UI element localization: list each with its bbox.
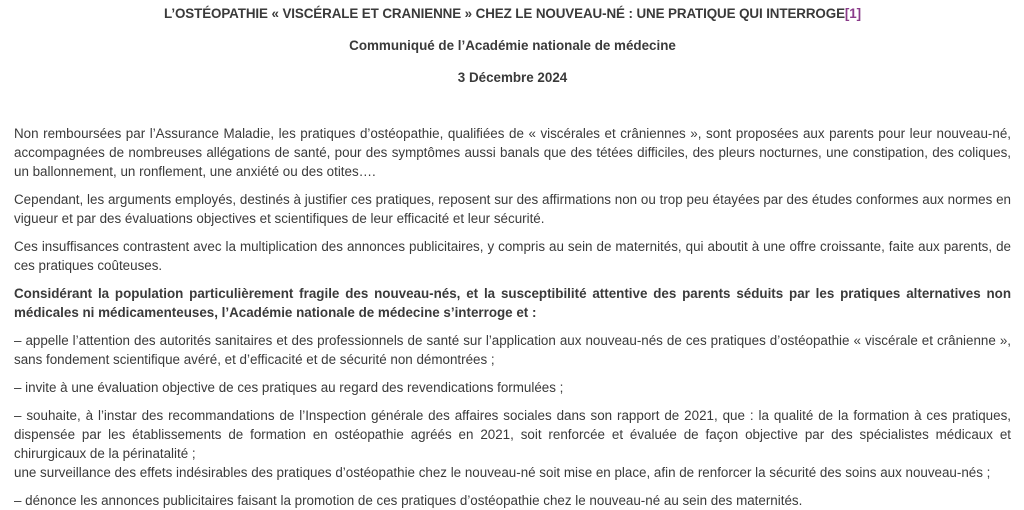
title-text: L’OSTÉOPATHIE « VISCÉRALE ET CRANIENNE » CHEZ LE NOUVEAU-NÉ : UNE PRATIQUE QUI INTERROGE xyxy=(164,6,845,21)
paragraph-arguments: Cependant, les arguments employés, destinés à justifier ces pratiques, reposent sur des affirmations non ou trop peu étayées par des études conformes aux normes en vigueur et par des évaluations objectives et scientifiques de leur efficacité et leur sécurité. xyxy=(14,192,1011,226)
recommendation-item: – souhaite, à l’instar des recommandations de l’Inspection générale des affaires sociales dans son rapport de 2021, que : la qualité de la formation à ces pratiques, dispensée par les établissements de formation en ostéopathie agréés en 2021, soit renforcée et évaluée de façon objective par des spécialistes médicaux et chirurgicaux de la périnatalité ; xyxy=(14,408,1011,461)
document-subtitle: Communiqué de l’Académie nationale de médecine xyxy=(349,38,676,53)
recommendation-item: une surveillance des effets indésirables des pratiques d’ostéopathie chez le nouveau-né soit mise en place, afin de renforcer la sécurité des soins aux nouveau-nés ; xyxy=(14,465,991,480)
document-date: 3 Décembre 2024 xyxy=(457,70,568,85)
paragraph-insufficiencies: Ces insuffisances contrastent avec la multiplication des annonces publicitaires, y compris au sein de maternités, qui aboutit à une offre croissante, faite aux parents, de ces pratiques coûteuses. xyxy=(14,239,1011,273)
recommendation-item: – invite à une évaluation objective de ces pratiques au regard des revendications formulées ; xyxy=(14,380,564,395)
document-title xyxy=(14,0,1011,23)
recommendation-item: – dénonce les annonces publicitaires faisant la promotion de ces pratiques d’ostéopathie chez le nouveau-né au sein des maternités. xyxy=(14,493,803,508)
document-body xyxy=(14,124,1011,510)
recommendation-item: – appelle l’attention des autorités sanitaires et des professionnels de santé sur l’application aux nouveau-nés de ces pratiques d’ostéopathie « viscérale et crânienne », sans fondement scientifique avéré, et d’efficacité et de sécurité non démontrées ; xyxy=(14,333,1011,367)
paragraph-intro: Non remboursées par l’Assurance Maladie, les pratiques d’ostéopathie, qualifiées de « viscérales et crâniennes », sont proposées aux parents pour leur nouveau-né, accompagnées de nombreuses allégations de santé, pour des symptômes aussi banals que des tétées difficiles, des pleurs nocturnes, une constipation, des coliques, un ballonnement, un ronflement, une anxiété ou des otites…. xyxy=(14,126,1011,179)
footnote-link[interactable]: [1] xyxy=(844,6,861,21)
paragraph-considerant: Considérant la population particulièrement fragile des nouveau-nés, et la susceptibilité attentive des parents séduits par les pratiques alternatives non médicales ni médicamenteuses, l’Académie nationale de médecine s’interroge et : xyxy=(14,286,1011,320)
